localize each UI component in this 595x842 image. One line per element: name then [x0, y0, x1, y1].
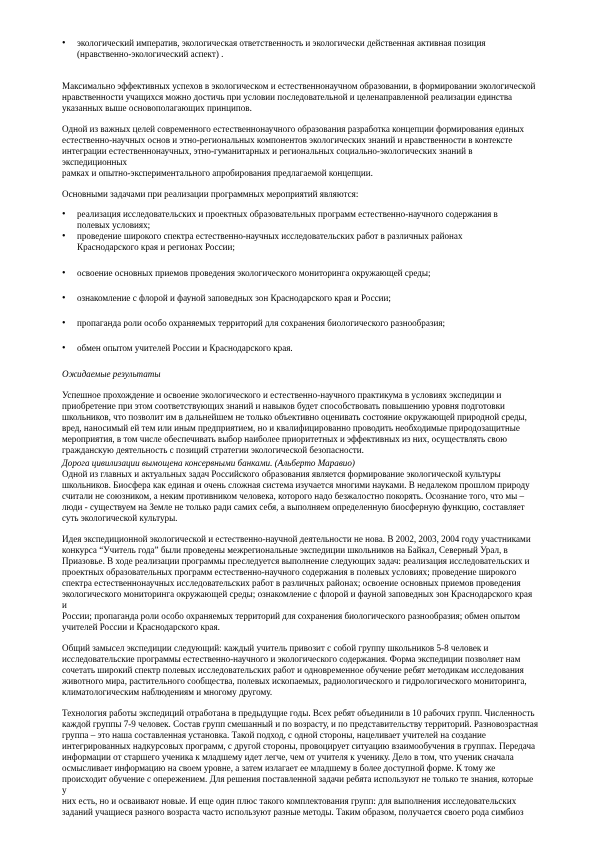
line: вред, наносимый ей тем или иным предприятием, но и квалифицированно проводить необходимые природозащитные [62, 423, 520, 433]
list-item [62, 343, 538, 354]
line: (нравственно-экологический аспект) . [77, 49, 224, 59]
line: мероприятия, в том числе обеспечивать выбор наиболее приоритетных и эффективных из них, осуществлять свою [62, 434, 507, 444]
line: проведение широкого спектра естественно-научных исследовательских работ в различных районах [77, 231, 463, 241]
line: пропаганда роли особо охраняемых территорий для сохранения биологического разнообразия; [77, 318, 446, 328]
line: интегрированных надкурсовых программ, с другой стороны, провоцирует ситуацию взаимообучения в группах. Передача [62, 741, 536, 751]
line: нравственности учащихся можно достичь при условии последовательной и целенаправленной реализации единства [62, 92, 513, 102]
paragraph-technology [62, 708, 538, 818]
line: России; пропаганда роли особо охраняемых территорий для сохранения биологического разнообразия; обмен опытом [62, 611, 521, 621]
line: Технология работы экспедиций отработана в предыдущие годы. Всех ребят объединили в 10 рабочих групп. Численность [62, 708, 535, 718]
list-item [62, 231, 538, 253]
list-item [62, 268, 538, 279]
line: интеграции естественнонаучных, этно-гуманитарных и региональных социально-экологических знаний в экспедиционных [62, 146, 473, 167]
paragraph-goals [62, 124, 538, 179]
line: Успешное прохождение и освоение экологического и естественно-научного практикума в условиях экспедиции и [62, 390, 502, 400]
line: Общий замысел экспедиции следующий: каждый учитель привозит с собой группу школьников 5-8 человек и [62, 643, 489, 653]
line: ознакомление с флорой и фауной заповедных зон Краснодарского края и России; [77, 293, 391, 303]
heading-expected-results: Ожидаемые результаты [62, 369, 161, 379]
list-item [62, 293, 538, 304]
line: группа – это наша составленная установка. Такой подход, с одной стороны, нацеливает учителей на создание [62, 730, 486, 740]
document-body [62, 38, 538, 818]
list-item [62, 209, 538, 231]
line: приобретение при этом соответствующих знаний и навыков будет способствовать повышению уровня подготовки [62, 401, 505, 411]
line: учителей России и Краснодарского края. [62, 622, 220, 632]
line: реализация исследовательских и проектных образовательных программ естественно-научного содержания в [77, 209, 498, 219]
line: школьников. Биосфера как единая и очень сложная система изучается многими науками. В недалеком прошлом природу [62, 480, 530, 490]
intro-bullet-list [62, 38, 538, 60]
line: спектра естественнонаучных исследовательских работ в различных районах; освоение основных приемов проведения [62, 578, 521, 588]
epigraph-quote: Дорога цивилизации вымощена консервными банками. (Альберто Маравио) [62, 458, 355, 468]
line: климатологическим наблюдениям и многому другому. [62, 687, 273, 697]
line: полевых условиях; [77, 220, 151, 230]
paragraph-expedition-concept [62, 643, 538, 698]
line: указанных выше основополагающих принципов. [62, 103, 252, 113]
line: конкурса “Учитель года” были проведены межрегиональные экспедиции школьников на Байкал, Северный Урал, в [62, 545, 508, 555]
line: люди - существуем на Земле не только ради самих себя, а выполняем определенную биосферную функцию, составляет [62, 502, 525, 512]
line: Одной из главных и актуальных задач Российского образования является формирование экологической культуры [62, 469, 501, 479]
line: животного мира, растительного сообщества, полевых ископаемых, радиологического и гидрологического мониторинга, [62, 676, 527, 686]
line: исследовательские программы естественно-научного и экологического содержания. Форма экспедиции позволяет нам [62, 654, 521, 664]
paragraph-results [62, 390, 538, 456]
line: них есть, но и осваивают новые. И еще один плюс такого комплектования групп: для выполнения исследовательских [62, 796, 517, 806]
paragraph-tasks-intro [62, 189, 538, 200]
paragraph-principles [62, 81, 538, 114]
line: экологического мониторинга окружающей среды; ознакомление с флорой и фауной заповедных зон Краснодарского края и [62, 589, 533, 610]
line: Идея экспедиционной экологической и естественно-научной деятельности не нова. В 2002, 2003, 2004 году участниками [62, 534, 531, 544]
line: Максимально эффективных успехов в экологическом и естественнонаучном образовании, в формировании экологической [62, 81, 536, 91]
line: обмен опытом учителей России и Краснодарского края. [77, 343, 293, 353]
line: проектных образовательных программ естественно-научного содержания в полевых условиях; проведение широкого [62, 567, 517, 577]
list-item [62, 318, 538, 329]
tasks-list [62, 209, 538, 354]
line: Основными задачами при реализации программных мероприятий являются: [62, 189, 359, 199]
line: экологический императив, экологическая ответственность и экологически действенная активная позиция [77, 38, 486, 48]
line: Краснодарского края и регионах России; [77, 242, 235, 252]
line: сочетать широкий спектр полевых исследовательских работ и одновременное обучение ребят методикам исследования [62, 665, 524, 675]
line: суть экологической культуры. [62, 513, 178, 523]
line: гражданскую деятельность с позиций стратегии экологической безопасности. [62, 445, 364, 455]
line: освоение основных приемов проведения экологического мониторинга окружающей среды; [77, 268, 431, 278]
paragraph-culture [62, 469, 538, 524]
line: осмысливает информацию на своем уровне, а затем излагает ее младшему в более доступной форме. К тому же [62, 763, 496, 773]
list-item [62, 38, 538, 60]
line: заданий учащиеся разного возраста часто используют разные методы. Таким образом, получается своего рода симбиоз [62, 807, 524, 817]
line: Одной из важных целей современного естественнонаучного образования разработка концепции формирования единых [62, 124, 525, 134]
line: считали не союзником, а неким противником человека, которого надо безжалостно покорять. Осознание того, что мы – [62, 491, 525, 501]
line: естественно-научных основ и этно-региональных компонентов экологических знаний и нравственности в контексте [62, 135, 513, 145]
line: школьников, что позволит им в дальнейшем не только объективно оценивать состояние окружающей природной среды, [62, 412, 527, 422]
line: рамках и опытно-экспериментального апробирования предлагаемой концепции. [62, 168, 373, 178]
line: Приазовье. В ходе реализации программы преследуется выполнение следующих задач: реализация исследовательских и [62, 556, 530, 566]
line: происходит обучение с опережением. Для решения поставленной задачи ребята используют не только те знания, которые у [62, 774, 534, 795]
paragraph-expedition-idea [62, 534, 538, 633]
line: каждой группы 7-9 человек. Состав групп смешанный и по возрасту, и по представительству территорий. Разновозрастная [62, 719, 538, 729]
line: информации от старшего ученика к младшему идет легче, чем от учителя к ученику. Дело в том, что ученик сначала [62, 752, 514, 762]
